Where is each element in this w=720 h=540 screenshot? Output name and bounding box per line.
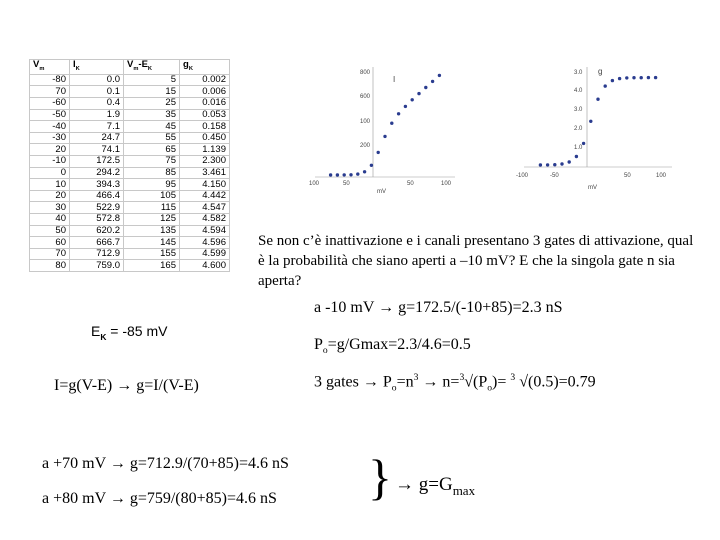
table-cell: -60	[30, 98, 70, 110]
plot1-point	[438, 74, 441, 77]
table-cell: 0	[30, 167, 70, 179]
table-row	[30, 144, 230, 156]
plot2-point	[575, 155, 578, 158]
table-cell: 70	[30, 248, 70, 260]
plot1-axes	[315, 67, 455, 177]
plot2-point	[625, 76, 628, 79]
plot2-point	[596, 98, 599, 101]
line-70mv: a +70 mV → g=712.9/(70+85)=4.6 nS	[42, 455, 289, 472]
table-cell: 70	[30, 86, 70, 98]
plot2-point	[604, 84, 607, 87]
table-cell: -50	[30, 109, 70, 121]
plot1-point	[356, 172, 359, 175]
table-cell: 4.547	[180, 202, 230, 214]
table-cell: 522.9	[70, 202, 124, 214]
table-cell: 4.150	[180, 179, 230, 191]
table-cell: 1.139	[180, 144, 230, 156]
current-voltage-plot	[305, 62, 465, 197]
table-cell: 3.461	[180, 167, 230, 179]
table-cell: 55	[124, 132, 180, 144]
plot1-point	[336, 173, 339, 176]
plot1-point	[343, 173, 346, 176]
plot2-xtick-3: 50	[624, 173, 631, 179]
table-row	[30, 86, 230, 98]
plot1-ytick-600: 600	[360, 94, 371, 100]
table-cell: 75	[124, 156, 180, 168]
plot2-point	[546, 163, 549, 166]
plot2-point	[640, 76, 643, 79]
table-row	[30, 167, 230, 179]
plot2-point	[611, 79, 614, 82]
table-cell: 30	[30, 202, 70, 214]
brace: }	[368, 449, 392, 505]
table-cell: 5	[124, 74, 180, 86]
table-cell: 105	[124, 190, 180, 202]
table-cell: 145	[124, 237, 180, 249]
plot1-ytick-200: 200	[360, 143, 371, 149]
table-cell: 0.4	[70, 98, 124, 110]
plot1-point	[411, 98, 414, 101]
table-cell: 4.599	[180, 248, 230, 260]
plot1-point	[424, 86, 427, 89]
plot2-xtick-2: -50	[550, 173, 559, 179]
table-row	[30, 74, 230, 86]
plot2-corner-label: g	[598, 67, 603, 76]
table-cell: 155	[124, 248, 180, 260]
plot1-point	[404, 105, 407, 108]
table-cell: 7.1	[70, 121, 124, 133]
plot2-point	[560, 162, 563, 165]
table-cell: 712.9	[70, 248, 124, 260]
header-vm: $V_m$	[30, 60, 70, 75]
table-cell: 4.600	[180, 260, 230, 272]
table-cell: 4.596	[180, 237, 230, 249]
plot2-point	[582, 142, 585, 145]
table-cell: 620.2	[70, 225, 124, 237]
table-cell: 115	[124, 202, 180, 214]
table-cell: 0.450	[180, 132, 230, 144]
plot2-point	[618, 77, 621, 80]
gmax-conclusion: → $g=G_{max}$	[395, 474, 476, 498]
table-row	[30, 121, 230, 133]
plot2-point	[589, 120, 592, 123]
table-row	[30, 98, 230, 110]
plot2-points	[539, 76, 658, 167]
plot1-point	[370, 164, 373, 167]
table-cell: 135	[124, 225, 180, 237]
table-cell: 0.1	[70, 86, 124, 98]
table-cell: 40	[30, 214, 70, 226]
table-cell: 50	[30, 225, 70, 237]
table-row	[30, 190, 230, 202]
table-cell: 80	[30, 260, 70, 272]
table-cell: 2.300	[180, 156, 230, 168]
header-vm-ek: $V_m-E_K$	[124, 60, 180, 75]
table-cell: 15	[124, 86, 180, 98]
line-80mv: a +80 mV → g=759/(80+85)=4.6 nS	[42, 490, 277, 507]
table-row	[30, 248, 230, 260]
plot1-point	[417, 92, 420, 95]
table-cell: 85	[124, 167, 180, 179]
table-cell: 10	[30, 179, 70, 191]
question-text: Se non c’è inattivazione e i canali presentano 3 gates di attivazione, qual è la probabilità che siano aperti a –10 mV? E che la singola gate n sia aperta?	[258, 233, 694, 289]
plot2-ytick-1: 3.0	[574, 70, 583, 76]
table-cell: 24.7	[70, 132, 124, 144]
plot2-ytick-5: 1.0	[574, 145, 583, 151]
plot1-x-label: mV	[377, 189, 386, 195]
plot2-point	[539, 163, 542, 166]
plot1-ytick-100: 100	[360, 119, 371, 125]
table-cell: 0.158	[180, 121, 230, 133]
step3-text: 3 gates → $P_o=n^3 \to n=^3√(P_o)= ^3$ √(0.5)=0.79	[314, 372, 596, 394]
plot1-xtick-3: 50	[407, 181, 414, 187]
ek-label: $E_K = -85$ mV	[91, 323, 168, 342]
plot1-xtick-4: 100	[441, 181, 452, 187]
table-cell: 572.8	[70, 214, 124, 226]
plot1-xtick-2: 50	[343, 181, 350, 187]
plot1-point	[329, 173, 332, 176]
table-cell: 666.7	[70, 237, 124, 249]
plot2-x-label: mV	[588, 185, 597, 191]
plot2-point	[647, 76, 650, 79]
plot2-xtick-1: -100	[516, 173, 529, 179]
plot1-xtick-1: 100	[309, 181, 320, 187]
conductance-voltage-plot	[512, 62, 677, 197]
plot1-corner-label: I	[393, 75, 396, 84]
data-table	[29, 59, 230, 272]
table-cell: 0.0	[70, 74, 124, 86]
table-cell: 0.002	[180, 74, 230, 86]
table-row	[30, 225, 230, 237]
table-row	[30, 237, 230, 249]
table-row	[30, 260, 230, 272]
table-cell: 0.006	[180, 86, 230, 98]
plot1-point	[363, 170, 366, 173]
table-cell: 25	[124, 98, 180, 110]
table-cell: 4.582	[180, 214, 230, 226]
table-cell: 394.3	[70, 179, 124, 191]
table-cell: -30	[30, 132, 70, 144]
table-cell: 60	[30, 237, 70, 249]
plot1-points	[329, 74, 441, 177]
table-row	[30, 179, 230, 191]
table-cell: 74.1	[70, 144, 124, 156]
table-row	[30, 214, 230, 226]
plot2-point	[553, 163, 556, 166]
ohm-law-text: I=g(V-E) → g=I/(V-E)	[54, 377, 199, 394]
table-cell: 65	[124, 144, 180, 156]
plot2-point	[632, 76, 635, 79]
table-cell: -10	[30, 156, 70, 168]
plot1-point	[390, 122, 393, 125]
table-row	[30, 109, 230, 121]
plot2-xtick-4: 100	[656, 173, 667, 179]
table-cell: 4.442	[180, 190, 230, 202]
table-cell: 95	[124, 179, 180, 191]
table-row	[30, 156, 230, 168]
plot1-point	[383, 135, 386, 138]
table-cell: 125	[124, 214, 180, 226]
table-row	[30, 202, 230, 214]
table-cell: 35	[124, 109, 180, 121]
table-row	[30, 132, 230, 144]
plot2-point	[568, 160, 571, 163]
table-cell: 172.5	[70, 156, 124, 168]
plot1-point	[349, 173, 352, 176]
plot2-ytick-2: 4.0	[574, 88, 583, 94]
plot2-axes	[524, 67, 672, 167]
plot1-point	[397, 112, 400, 115]
table-cell: 45	[124, 121, 180, 133]
table-cell: -40	[30, 121, 70, 133]
header-ik: $I_K$	[70, 60, 124, 75]
header-gk: $g_K$	[180, 60, 230, 75]
table-cell: 20	[30, 190, 70, 202]
table-cell: 759.0	[70, 260, 124, 272]
plot2-point	[654, 76, 657, 79]
plot1-ytick-800: 800	[360, 70, 371, 76]
table-header-row	[30, 60, 230, 75]
table-cell: 0.053	[180, 109, 230, 121]
plot2-ytick-3: 3.0	[574, 107, 583, 113]
table-cell: 0.016	[180, 98, 230, 110]
step1-text: a -10 mV → g=172.5/(-10+85)=2.3 nS	[314, 299, 563, 316]
table-cell: 466.4	[70, 190, 124, 202]
table-cell: 165	[124, 260, 180, 272]
plot1-point	[377, 151, 380, 154]
step2-text: $P_o=g/Gmax=2.3/4.6=0.5$	[314, 336, 471, 357]
table-cell: 4.594	[180, 225, 230, 237]
table-cell: 1.9	[70, 109, 124, 121]
table-cell: 294.2	[70, 167, 124, 179]
table-cell: -80	[30, 74, 70, 86]
table-cell: 20	[30, 144, 70, 156]
plot2-ytick-4: 2.0	[574, 126, 583, 132]
plot1-point	[431, 80, 434, 83]
